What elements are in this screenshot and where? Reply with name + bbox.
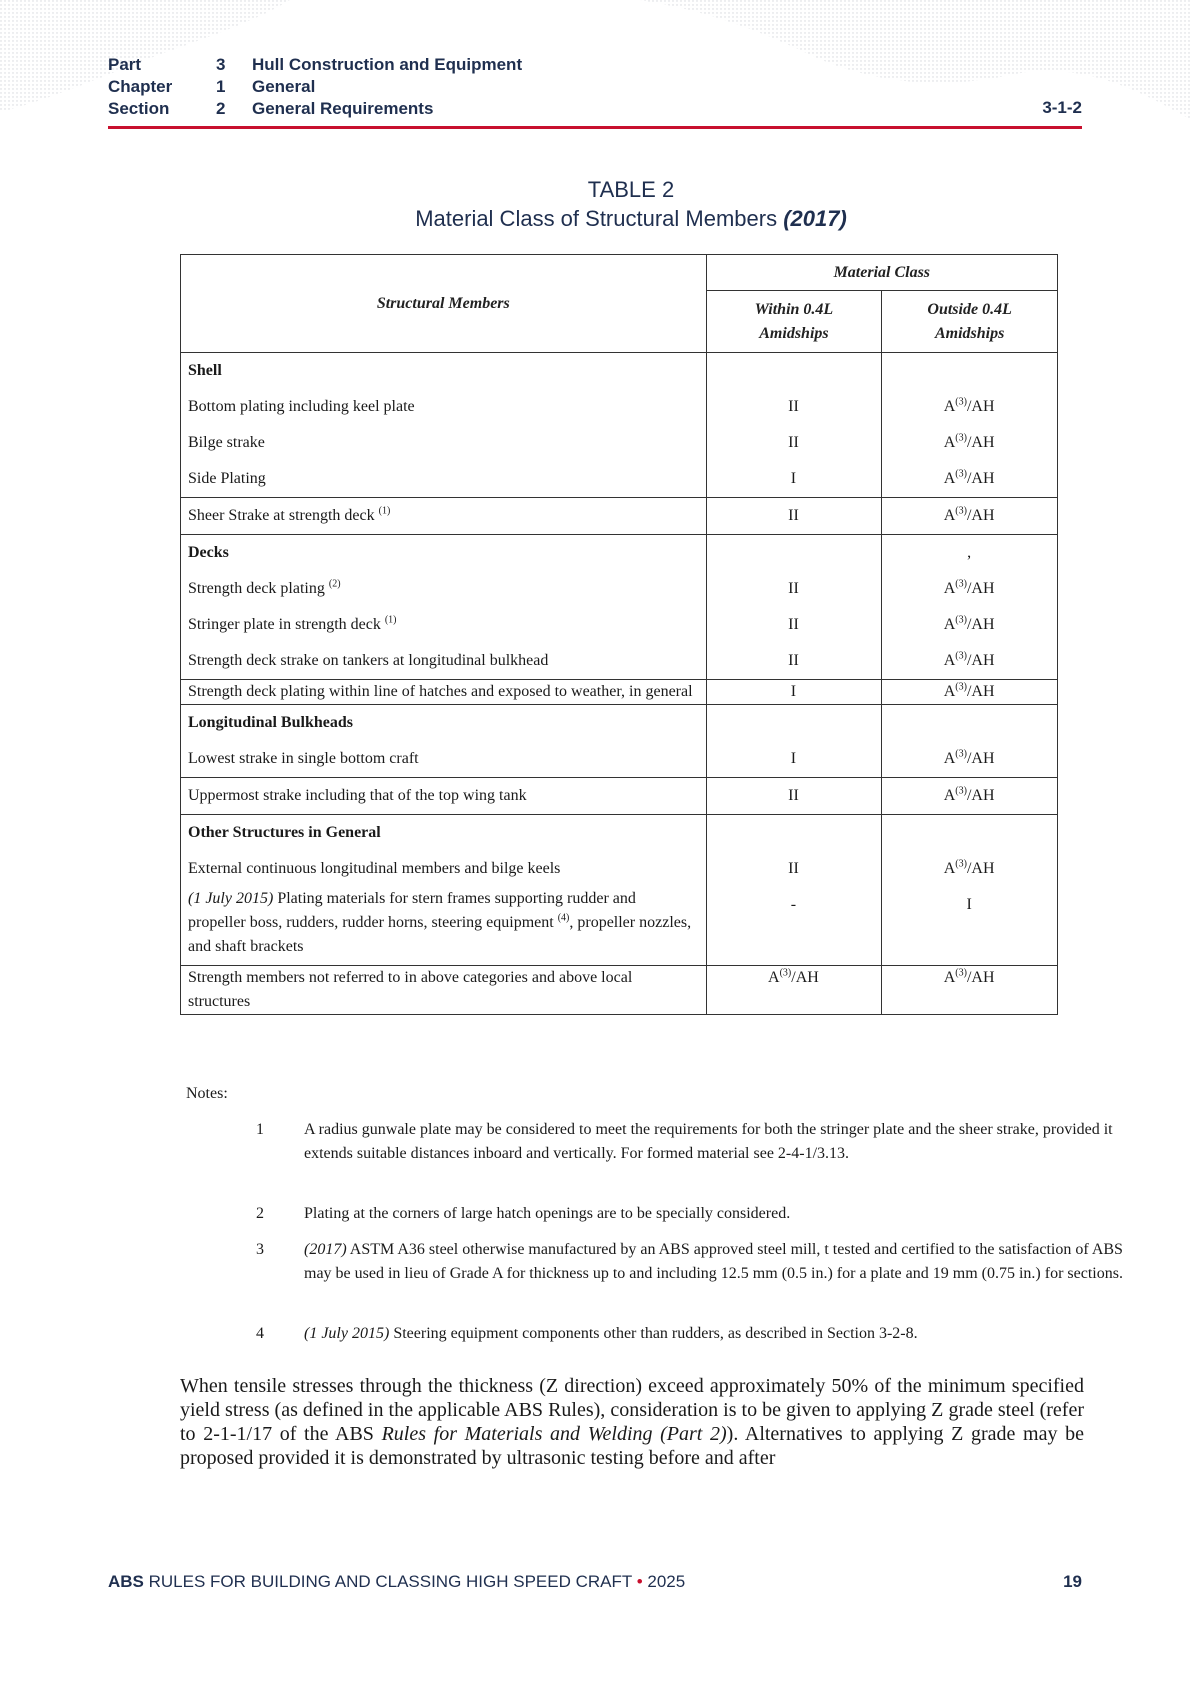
header-label: Section — [108, 99, 170, 118]
members-cell — [181, 353, 707, 498]
note-number: 3 — [256, 1241, 264, 1258]
class-value: I — [966, 896, 972, 913]
member-label: Strength deck strake on tankers at longitudinal bulkhead — [188, 652, 549, 669]
table-row-sheer-strake — [181, 498, 1058, 535]
note-number: 1 — [256, 1121, 264, 1138]
section-reference: 3-1-2 — [1042, 98, 1082, 117]
members-cell — [181, 535, 707, 680]
material-class-table — [180, 254, 1058, 1015]
header-title: General Requirements — [252, 99, 434, 118]
table-caption — [0, 204, 1191, 234]
members-cell — [181, 498, 707, 535]
class-value: $A^{(3)}/AH$ — [943, 650, 995, 669]
within-cell — [706, 498, 882, 535]
class-value: $A^{(3)}/AH$ — [943, 681, 995, 700]
header-row-part — [108, 54, 522, 76]
table-caption-text: Material Class of Structural Members — [415, 206, 784, 231]
member-label: Bilge strake — [188, 434, 265, 451]
class-mark: , — [967, 544, 972, 561]
note-number: 2 — [256, 1205, 264, 1222]
member-label: Strength members not referred to in above categories and above local structures — [188, 969, 633, 1010]
table-header-row — [181, 255, 1058, 291]
class-value: $A^{(3)}/AH$ — [943, 614, 995, 633]
table-row-shell — [181, 353, 1058, 498]
members-cell — [181, 966, 707, 1015]
outside-cell — [882, 778, 1058, 815]
body-paragraph: When tensile stresses through the thickness (Z direction) exceed approximately 50% of the minimum specified yield stress (as defined in the applicable ABS Rules), consideration is to be given to applying Z grade steel (refer to 2-1-1/17 of the ABS Rules for Materials and Welding (Part 2)). Alternatives to applying Z grade may be proposed provided it is demonstrated by ultrasonic testing before and after — [180, 1375, 1084, 1469]
class-value: I — [790, 683, 797, 700]
member-label: Bottom plating including keel plate — [188, 398, 415, 415]
class-value: $A^{(3)}/AH$ — [768, 967, 819, 986]
header-label: Chapter — [108, 77, 173, 96]
class-value: II — [788, 860, 799, 877]
class-value: II — [788, 652, 799, 669]
member-label: External continuous longitudinal members and bilge keels — [188, 860, 561, 877]
within-cell — [706, 966, 882, 1015]
header-row-chapter — [108, 76, 522, 98]
table-row-decks — [181, 535, 1058, 680]
within-cell — [706, 353, 882, 498]
members-cell — [181, 778, 707, 815]
within-cell — [706, 535, 882, 680]
class-value: $A^{(3)}/AH$ — [943, 578, 995, 597]
class-value: $A^{(3)}/AH$ — [943, 858, 995, 877]
member-label: Sheer Strake at strength deck $^{(1)}$ — [188, 505, 391, 524]
class-value: $A^{(3)}/AH$ — [943, 505, 995, 524]
member-label: (1 July 2015) Plating materials for stern frames supporting rudder and propeller boss, rudders, rudder horns, steering equipment $^{(4)}$, propeller nozzles, and shaft brackets — [188, 890, 692, 955]
outside-cell — [882, 498, 1058, 535]
class-value: $A^{(3)}/AH$ — [943, 468, 995, 487]
footer-title: RULES FOR BUILDING AND CLASSING HIGH SPEED CRAFT — [143, 1572, 637, 1591]
outside-cell — [882, 705, 1058, 778]
class-value: $A^{(3)}/AH$ — [943, 785, 995, 804]
header-number: 2 — [216, 99, 226, 118]
member-label: Stringer plate in strength deck $^{(1)}$ — [188, 614, 397, 633]
note-text: Plating at the corners of large hatch openings are to be specially considered. — [304, 1205, 791, 1222]
class-value: II — [788, 787, 799, 804]
group-heading: Decks — [188, 544, 229, 561]
within-cell — [706, 778, 882, 815]
class-value: I — [790, 750, 797, 767]
table-row-long-bulkheads — [181, 705, 1058, 778]
members-cell — [181, 705, 707, 778]
member-label: Uppermost strake including that of the top wing tank — [188, 787, 527, 804]
note-text: (1 July 2015) Steering equipment components other than rudders, as described in Section 3-2-8. — [304, 1325, 918, 1342]
notes-label: Notes: — [186, 1085, 228, 1102]
col-header-material-class: Material Class — [706, 255, 1057, 291]
class-value: II — [788, 507, 799, 524]
within-cell — [706, 705, 882, 778]
class-value: - — [790, 896, 797, 913]
group-heading: Other Structures in General — [188, 824, 381, 841]
group-heading: Longitudinal Bulkheads — [188, 714, 353, 731]
header-row-section — [108, 98, 522, 120]
class-value: II — [788, 434, 799, 451]
outside-cell — [882, 966, 1058, 1015]
member-label: Lowest strake in single bottom craft — [188, 750, 419, 767]
class-value: I — [790, 470, 797, 487]
table-row-strength-members — [181, 966, 1058, 1015]
header-label: Part — [108, 55, 142, 74]
col-header-within: Within 0.4L Amidships — [706, 291, 882, 353]
group-heading: Shell — [188, 362, 222, 379]
note-text: A radius gunwale plate may be considered to meet the requirements for both the stringer plate and the sheer strake, provided it extends suitable distances inboard and vertically. For formed material see 2-4-1/3.13. — [304, 1121, 1113, 1162]
outside-cell — [882, 815, 1058, 966]
member-label: Strength deck plating $^{(2)}$ — [188, 578, 341, 597]
class-value: $A^{(3)}/AH$ — [943, 748, 995, 767]
header-number: 1 — [216, 77, 226, 96]
class-value: II — [788, 616, 799, 633]
header-divider — [108, 126, 1082, 129]
class-value: II — [788, 398, 799, 415]
outside-cell — [882, 680, 1058, 705]
footer-bullet: • — [636, 1572, 643, 1591]
table-row-other-structures — [181, 815, 1058, 966]
class-value: II — [788, 580, 799, 597]
outside-cell — [882, 353, 1058, 498]
header-title: General — [252, 77, 316, 96]
table-row-uppermost-strake — [181, 778, 1058, 815]
note-text: (2017) ASTM A36 steel otherwise manufactured by an ABS approved steel mill, t tested and certified to the satisfaction of ABS may be used in lieu of Grade A for thickness up to and including 12.5 mm (0.5 in.) for a plate and 19 mm (0.75 in.) for sections. — [304, 1241, 1123, 1282]
within-cell — [706, 815, 882, 966]
outside-cell — [882, 535, 1058, 680]
members-cell — [181, 815, 707, 966]
member-label: Side Plating — [188, 470, 266, 487]
table-title — [0, 176, 1191, 234]
members-cell — [181, 680, 707, 705]
page-number: 19 — [1063, 1572, 1082, 1591]
footer-brand: ABS — [108, 1572, 144, 1591]
footer-year: 2025 — [642, 1572, 686, 1591]
class-value: $A^{(3)}/AH$ — [943, 432, 995, 451]
header-title: Hull Construction and Equipment — [252, 55, 523, 74]
table-number: TABLE 2 — [587, 177, 675, 202]
col-header-members: Structural Members — [181, 255, 707, 353]
col-header-outside: Outside 0.4L Amidships — [882, 291, 1058, 353]
table-row-deck-within-hatches — [181, 680, 1058, 705]
class-value: $A^{(3)}/AH$ — [943, 396, 995, 415]
header-number: 3 — [216, 55, 226, 74]
note-number: 4 — [256, 1325, 264, 1342]
class-value: $A^{(3)}/AH$ — [943, 967, 995, 986]
running-header — [108, 54, 522, 120]
table-caption-year: (2017) — [783, 206, 847, 231]
page-footer — [108, 1572, 685, 1592]
member-label: Strength deck plating within line of hatches and exposed to weather, in general — [188, 683, 693, 700]
within-cell — [706, 680, 882, 705]
